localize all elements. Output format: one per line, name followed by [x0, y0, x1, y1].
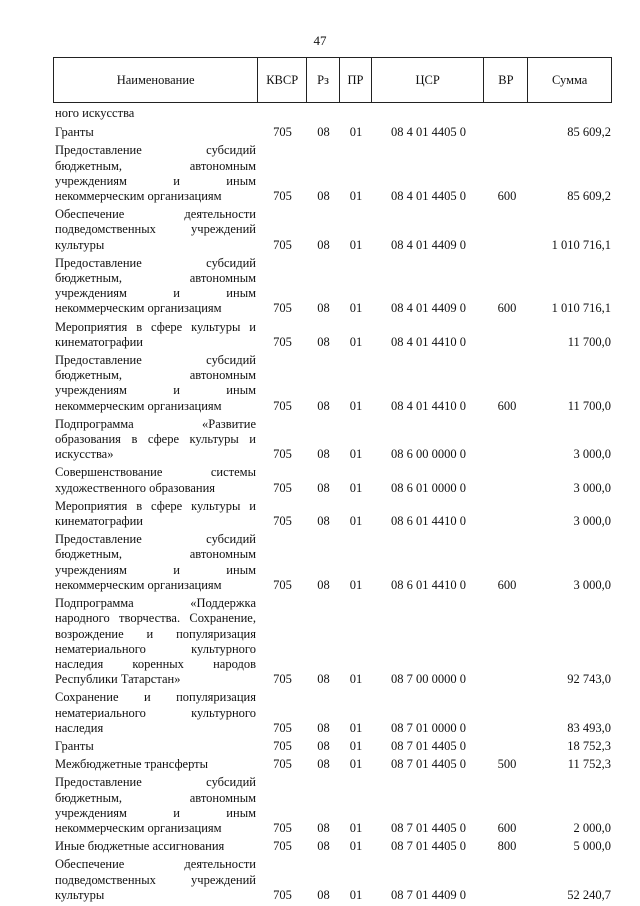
cell-name: ного искусства [55, 106, 135, 120]
cell-name: Обеспечение деятельности подведомственных учреждений культуры [55, 857, 256, 902]
table-row [53, 353, 612, 414]
cell-csr: 08 6 01 0000 0 [391, 480, 466, 495]
cell-name: Предоставление субсидий бюджетным, автономным учреждениям и иным некоммерческим организациям [55, 775, 256, 835]
cell-csr: 08 6 00 0000 0 [391, 447, 466, 462]
table-row [53, 465, 612, 495]
cell-csr: 08 4 01 4405 0 [391, 189, 466, 204]
cell-rz: 08 [317, 720, 330, 735]
cell-sum: 18 752,3 [567, 738, 611, 753]
cell-kvsr: 705 [273, 887, 292, 902]
cell-csr: 08 6 01 4410 0 [391, 514, 466, 529]
cell-kvsr: 705 [273, 480, 292, 495]
header-name: Наименование [54, 58, 258, 102]
table-row [53, 532, 612, 593]
cell-name: Межбюджетные трансферты [55, 757, 209, 772]
cell-sum: 2 000,0 [573, 820, 611, 835]
cell-vr: 500 [497, 757, 517, 772]
cell-kvsr: 705 [273, 301, 292, 316]
cell-pr: 01 [349, 480, 363, 495]
table-row [53, 207, 612, 253]
cell-sum: 85 609,2 [567, 125, 611, 140]
cell-csr: 08 7 01 4405 0 [391, 757, 466, 772]
cell-csr: 08 7 01 4409 0 [391, 887, 466, 902]
cell-name: Обеспечение деятельности подведомственных учреждений культуры [55, 207, 256, 252]
cell-csr: 08 4 01 4409 0 [391, 237, 466, 252]
cell-name: Мероприятия в сфере культуры и кинематографии [55, 319, 256, 349]
table-body [53, 106, 612, 906]
cell-sum: 3 000,0 [573, 480, 611, 495]
cell-pr: 01 [349, 757, 363, 772]
cell-kvsr: 705 [273, 738, 292, 753]
cell-pr: 01 [349, 447, 363, 462]
cell-name: Предоставление субсидий бюджетным, автономным учреждениям и иным некоммерческим организациям [55, 143, 256, 204]
cell-rz: 08 [317, 189, 330, 204]
cell-csr: 08 7 01 4405 0 [391, 839, 466, 854]
cell-name: Предоставление субсидий бюджетным, автономным учреждениям и иным некоммерческим организациям [55, 532, 256, 592]
table-row [53, 690, 612, 736]
cell-sum: 11 700,0 [567, 334, 611, 349]
cell-pr: 01 [349, 125, 363, 140]
cell-rz: 08 [317, 820, 330, 835]
cell-name: Гранты [55, 125, 94, 140]
cell-vr: 600 [497, 577, 517, 592]
cell-pr: 01 [349, 189, 363, 204]
cell-rz: 08 [317, 398, 330, 413]
cell-pr: 01 [349, 237, 363, 252]
cell-vr: 600 [497, 398, 517, 413]
cell-sum: 3 000,0 [573, 577, 611, 592]
cell-sum: 11 752,3 [567, 757, 611, 772]
cell-name: Иные бюджетные ассигнования [55, 839, 225, 854]
header-kvsr: КВСР [258, 58, 307, 102]
cell-rz: 08 [317, 839, 330, 854]
cell-rz: 08 [317, 738, 330, 753]
cell-sum: 5 000,0 [573, 839, 611, 854]
header-csr: ЦСР [372, 58, 485, 102]
cell-sum: 92 743,0 [567, 672, 611, 687]
cell-name: Подпрограмма «Развитие образования в сфере культуры и искусства» [55, 416, 256, 462]
cell-pr: 01 [349, 398, 363, 413]
cell-csr: 08 4 01 4409 0 [391, 301, 466, 316]
table-row [53, 596, 612, 687]
cell-pr: 01 [349, 738, 363, 753]
cell-rz: 08 [317, 514, 330, 529]
cell-csr: 08 7 01 4405 0 [391, 738, 466, 753]
cell-sum: 11 700,0 [567, 398, 611, 413]
cell-csr: 08 4 01 4410 0 [391, 398, 466, 413]
cell-sum: 85 609,2 [567, 189, 611, 204]
cell-kvsr: 705 [273, 720, 292, 735]
table-row [53, 106, 612, 121]
cell-name: Совершенствование системы художественного образования [55, 465, 256, 495]
cell-rz: 08 [317, 672, 330, 687]
cell-rz: 08 [317, 125, 330, 140]
cell-vr: 600 [497, 189, 517, 204]
cell-rz: 08 [317, 480, 330, 495]
cell-csr: 08 6 01 4410 0 [391, 577, 466, 592]
cell-sum: 1 010 716,1 [551, 237, 611, 252]
table-row [53, 839, 612, 854]
cell-rz: 08 [317, 447, 330, 462]
table-row [53, 739, 612, 754]
cell-kvsr: 705 [273, 237, 292, 252]
cell-rz: 08 [317, 237, 330, 252]
cell-vr: 600 [497, 820, 517, 835]
cell-kvsr: 705 [273, 514, 292, 529]
cell-kvsr: 705 [273, 757, 292, 772]
cell-pr: 01 [349, 887, 363, 902]
header-rz: Рз [307, 58, 340, 102]
cell-csr: 08 7 00 0000 0 [391, 672, 466, 687]
cell-pr: 01 [349, 577, 363, 592]
cell-rz: 08 [317, 887, 330, 902]
cell-rz: 08 [317, 757, 330, 772]
cell-pr: 01 [349, 720, 363, 735]
cell-csr: 08 4 01 4405 0 [391, 125, 466, 140]
table-row [53, 775, 612, 836]
cell-kvsr: 705 [273, 125, 292, 140]
cell-name: Гранты [55, 738, 94, 753]
cell-pr: 01 [349, 514, 363, 529]
cell-kvsr: 705 [273, 672, 292, 687]
cell-rz: 08 [317, 301, 330, 316]
page-number: 47 [313, 33, 327, 48]
table-row [53, 256, 612, 317]
cell-kvsr: 705 [273, 839, 292, 854]
table-row [53, 857, 612, 903]
cell-pr: 01 [349, 334, 363, 349]
cell-vr: 600 [497, 301, 517, 316]
header-vr: ВР [484, 58, 528, 102]
cell-kvsr: 705 [273, 398, 292, 413]
header-pr: ПР [340, 58, 372, 102]
table-header [53, 57, 612, 103]
cell-sum: 3 000,0 [573, 447, 611, 462]
table-row [53, 757, 612, 772]
cell-name: Подпрограмма «Поддержка народного творчества. Сохранение, возрождение и популяризация нематериального культурного наследия коренных народов Республики Татарстан» [55, 596, 256, 687]
cell-kvsr: 705 [273, 577, 292, 592]
cell-pr: 01 [349, 672, 363, 687]
table-row [53, 143, 612, 204]
table-row [53, 320, 612, 350]
cell-csr: 08 7 01 0000 0 [391, 720, 466, 735]
header-sum: Сумма [551, 72, 588, 87]
cell-sum: 52 240,7 [567, 887, 611, 902]
cell-csr: 08 7 01 4405 0 [391, 820, 466, 835]
cell-pr: 01 [349, 839, 363, 854]
cell-rz: 08 [317, 577, 330, 592]
cell-vr: 800 [497, 839, 517, 854]
cell-rz: 08 [317, 334, 330, 349]
cell-kvsr: 705 [273, 447, 292, 462]
cell-name: Сохранение и популяризация нематериального культурного наследия [55, 690, 256, 735]
cell-csr: 08 4 01 4410 0 [391, 334, 466, 349]
cell-kvsr: 705 [273, 189, 292, 204]
cell-pr: 01 [349, 301, 363, 316]
table-row [53, 499, 612, 529]
cell-name: Предоставление субсидий бюджетным, автономным учреждениям и иным некоммерческим организациям [55, 255, 256, 316]
table-row [53, 125, 612, 140]
cell-sum: 83 493,0 [567, 720, 611, 735]
cell-kvsr: 705 [273, 334, 292, 349]
cell-pr: 01 [349, 820, 363, 835]
cell-sum: 3 000,0 [573, 514, 611, 529]
table-row [53, 417, 612, 463]
cell-name: Предоставление субсидий бюджетным, автономным учреждениям и иным некоммерческим организациям [55, 353, 256, 413]
cell-kvsr: 705 [273, 820, 292, 835]
cell-name: Мероприятия в сфере культуры и кинематографии [55, 498, 256, 529]
cell-sum: 1 010 716,1 [551, 301, 611, 316]
